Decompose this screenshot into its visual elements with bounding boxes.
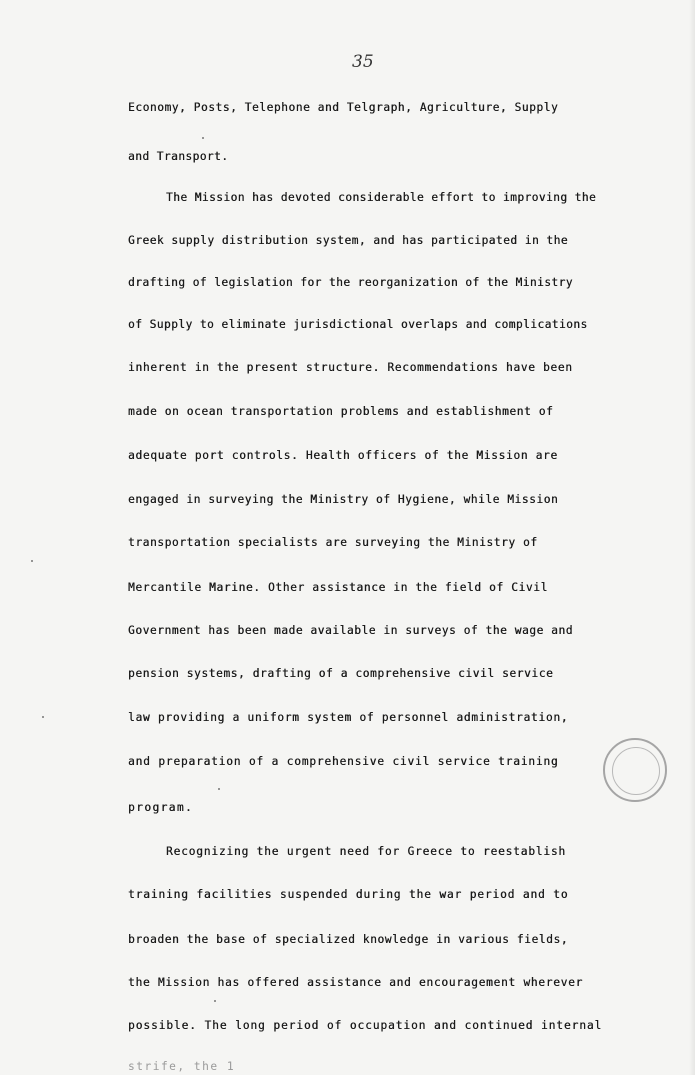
page-number: 35: [352, 52, 374, 72]
text-line: possible. The long period of occupation and continued internal: [128, 1019, 603, 1032]
scan-speck: [214, 1000, 216, 1002]
text-line-partial: strife, the 1: [128, 1060, 236, 1073]
text-line: training facilities suspended during the war period and to: [128, 888, 569, 901]
text-line: transportation specialists are surveying the Ministry of: [128, 536, 538, 549]
text-line: and preparation of a comprehensive civil service training: [128, 755, 559, 768]
text-line: inherent in the present structure. Recommendations have been: [128, 361, 573, 374]
text-line: the Mission has offered assistance and encouragement wherever: [128, 976, 584, 989]
page-edge-shadow: [689, 0, 695, 1075]
text-line: Economy, Posts, Telephone and Telgraph, Agriculture, Supply: [128, 101, 559, 114]
text-line: adequate port controls. Health officers of the Mission are: [128, 449, 558, 462]
text-line: Government has been made available in surveys of the wage and: [128, 624, 574, 637]
text-line: and Transport.: [128, 150, 229, 163]
text-line: engaged in surveying the Ministry of Hygiene, while Mission: [128, 493, 559, 506]
text-line: program.: [128, 801, 194, 814]
scan-speck: [42, 716, 44, 718]
text-line: drafting of legislation for the reorganization of the Ministry: [128, 276, 573, 289]
scan-speck: [218, 788, 220, 790]
text-line: made on ocean transportation problems and establishment of: [128, 405, 554, 418]
text-line: Recognizing the urgent need for Greece to reestablish: [166, 845, 566, 858]
text-line: The Mission has devoted considerable effort to improving the: [166, 191, 597, 204]
scan-speck: [31, 560, 33, 562]
text-line: law providing a uniform system of personnel administration,: [128, 711, 569, 724]
scan-speck: [202, 137, 204, 139]
text-line: pension systems, drafting of a comprehensive civil service: [128, 667, 554, 680]
text-line: Mercantile Marine. Other assistance in the field of Civil: [128, 581, 548, 594]
text-line: of Supply to eliminate jurisdictional overlaps and complications: [128, 318, 588, 331]
text-line: Greek supply distribution system, and has participated in the: [128, 234, 569, 247]
archive-seal-stamp: [603, 738, 667, 802]
text-line: broaden the base of specialized knowledge in various fields,: [128, 933, 569, 946]
